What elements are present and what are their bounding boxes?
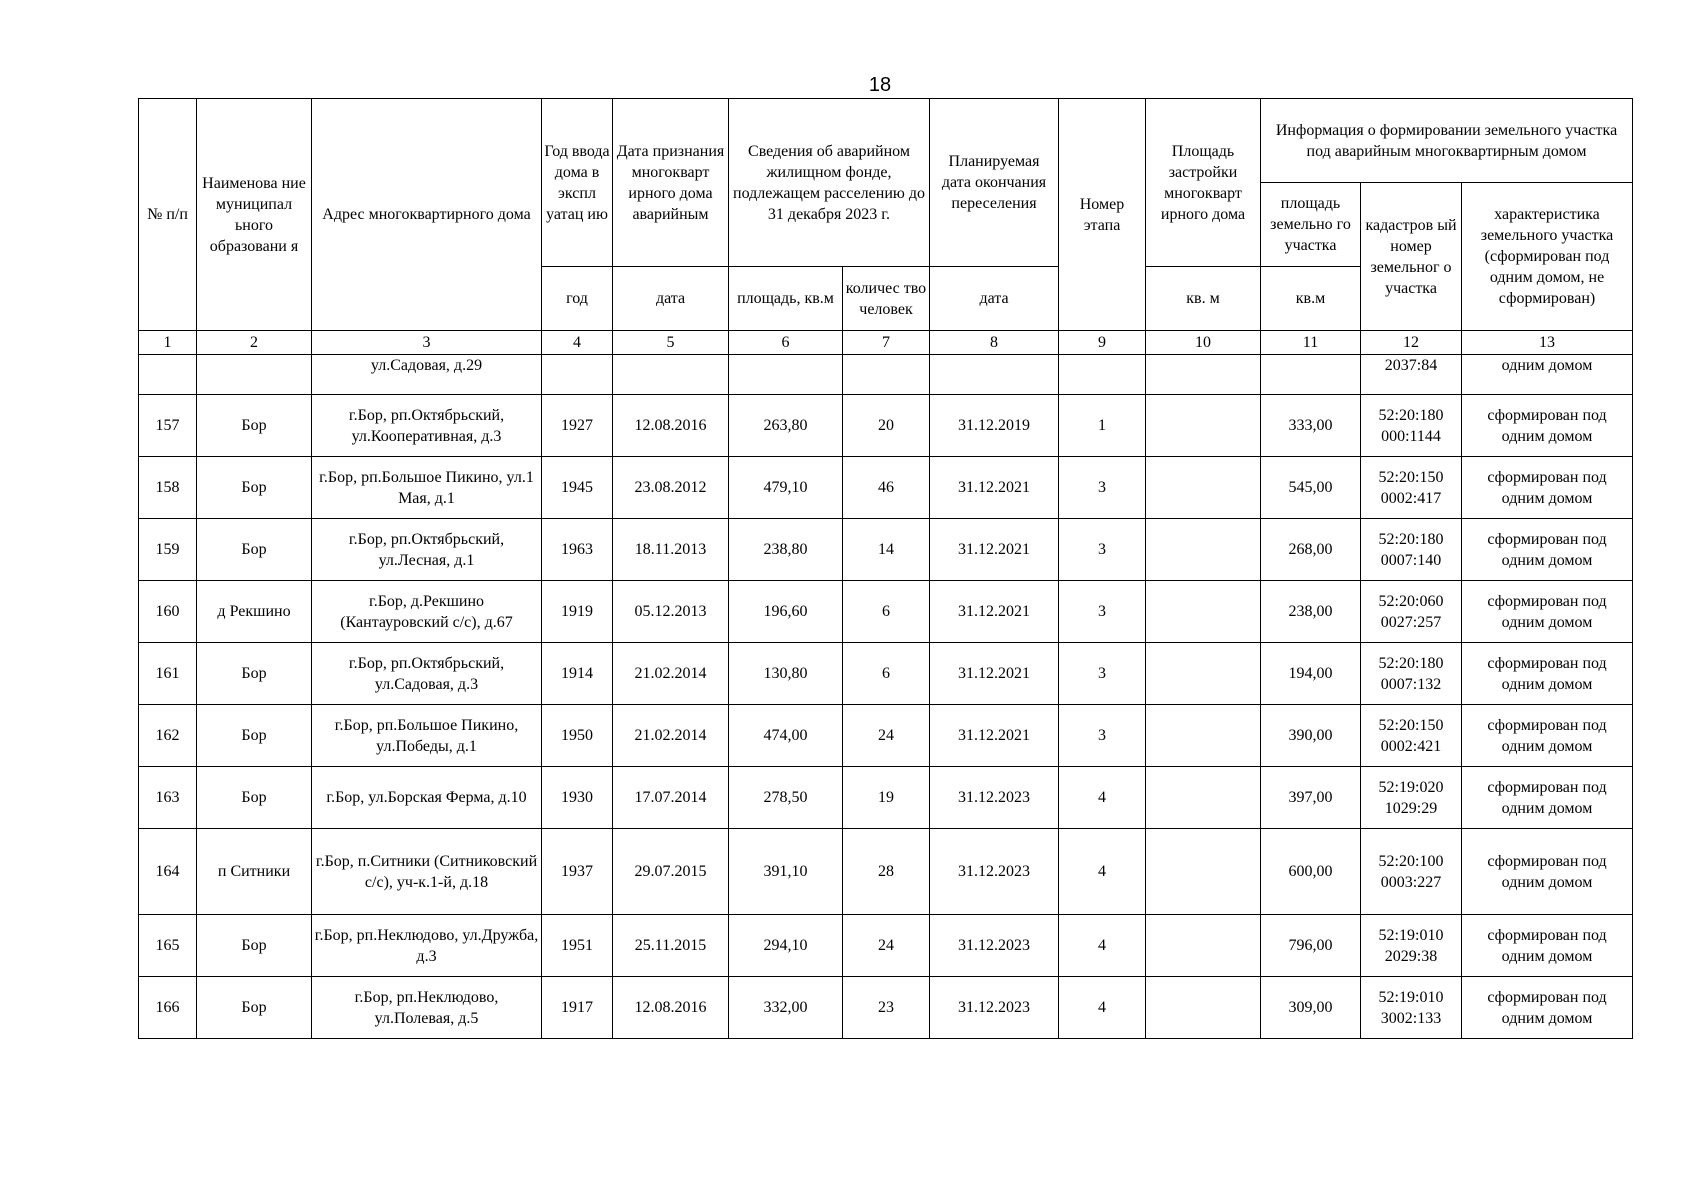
cell-people: 20 — [843, 395, 930, 457]
cell-built-area — [1146, 915, 1261, 977]
cell-area: 263,80 — [729, 395, 843, 457]
cell-land-char: сформирован под одним домом — [1462, 767, 1633, 829]
column-number: 1 — [139, 331, 197, 355]
column-number: 3 — [312, 331, 542, 355]
cell-stage: 3 — [1059, 581, 1146, 643]
cell-cadastral: 52:19:010 3002:133 — [1361, 977, 1462, 1039]
cell-municipality — [197, 355, 312, 395]
cell-year: 1963 — [542, 519, 613, 581]
page-number: 18 — [868, 74, 892, 96]
cell-land-char: сформирован под одним домом — [1462, 519, 1633, 581]
table-header — [139, 99, 1633, 355]
cell-land-area: 397,00 — [1261, 767, 1361, 829]
cell-people — [843, 355, 930, 395]
cell-year: 1937 — [542, 829, 613, 915]
cell-people: 14 — [843, 519, 930, 581]
header-cadastral: кадастров ый номер земельног о участка — [1361, 183, 1462, 331]
cell-stage: 3 — [1059, 705, 1146, 767]
cell-address: г.Бор, рп.Неклюдово, ул.Дружба, д.3 — [312, 915, 542, 977]
cell-built-area — [1146, 829, 1261, 915]
table-row — [139, 915, 1633, 977]
cell-address: ул.Садовая, д.29 — [312, 355, 542, 395]
emergency-housing-table — [138, 98, 1633, 1039]
cell-stage — [1059, 355, 1146, 395]
cell-municipality: д Рекшино — [197, 581, 312, 643]
cell-cadastral: 52:20:100 0003:227 — [1361, 829, 1462, 915]
cell-built-area — [1146, 457, 1261, 519]
cell-num: 162 — [139, 705, 197, 767]
cell-area: 294,10 — [729, 915, 843, 977]
header-built-area: Площадь застройки многокварт ирного дома — [1146, 99, 1261, 267]
cell-stage: 4 — [1059, 829, 1146, 915]
cell-built-area — [1146, 705, 1261, 767]
column-number: 7 — [843, 331, 930, 355]
cell-municipality: Бор — [197, 767, 312, 829]
cell-num: 160 — [139, 581, 197, 643]
table-row — [139, 705, 1633, 767]
header-address: Адрес многоквартирного дома — [312, 99, 542, 331]
cell-area: 332,00 — [729, 977, 843, 1039]
column-numbers-row — [139, 331, 1633, 355]
cell-land-char: сформирован под одним домом — [1462, 829, 1633, 915]
cell-address: г.Бор, ул.Борская Ферма, д.10 — [312, 767, 542, 829]
table-row — [139, 643, 1633, 705]
cell-area: 196,60 — [729, 581, 843, 643]
cell-cadastral: 52:19:020 1029:29 — [1361, 767, 1462, 829]
cell-land-area: 390,00 — [1261, 705, 1361, 767]
cell-date: 17.07.2014 — [613, 767, 729, 829]
cell-year: 1930 — [542, 767, 613, 829]
cell-land-area: 600,00 — [1261, 829, 1361, 915]
cell-date: 21.02.2014 — [613, 643, 729, 705]
header-land-area: площадь земельно го участка — [1261, 183, 1361, 267]
cell-cadastral: 52:20:180 000:1144 — [1361, 395, 1462, 457]
cell-cadastral: 52:19:010 2029:38 — [1361, 915, 1462, 977]
cell-cadastral: 52:20:180 0007:140 — [1361, 519, 1462, 581]
table-row — [139, 581, 1633, 643]
cell-end: 31.12.2019 — [930, 395, 1059, 457]
cell-people: 6 — [843, 581, 930, 643]
header-unit-date2: дата — [930, 267, 1059, 331]
cell-municipality: Бор — [197, 519, 312, 581]
cell-cadastral: 52:20:150 0002:417 — [1361, 457, 1462, 519]
cell-area: 474,00 — [729, 705, 843, 767]
cell-built-area — [1146, 767, 1261, 829]
cell-address: г.Бор, рп.Неклюдово, ул.Полевая, д.5 — [312, 977, 542, 1039]
cell-date: 29.07.2015 — [613, 829, 729, 915]
cell-end: 31.12.2023 — [930, 829, 1059, 915]
cell-land-area: 194,00 — [1261, 643, 1361, 705]
cell-address: г.Бор, п.Ситники (Ситниковский с/с), уч-к.1-й, д.18 — [312, 829, 542, 915]
column-number: 12 — [1361, 331, 1462, 355]
cell-built-area — [1146, 643, 1261, 705]
table-row — [139, 977, 1633, 1039]
header-recognition-date: Дата признания многокварт ирного дома аварийным — [613, 99, 729, 267]
cell-address: г.Бор, рп.Октябрьский, ул.Кооперативная, д.3 — [312, 395, 542, 457]
cell-num: 158 — [139, 457, 197, 519]
cell-year: 1945 — [542, 457, 613, 519]
cell-end: 31.12.2021 — [930, 457, 1059, 519]
cell-land-area: 238,00 — [1261, 581, 1361, 643]
table-row — [139, 395, 1633, 457]
cell-municipality: Бор — [197, 977, 312, 1039]
cell-people: 23 — [843, 977, 930, 1039]
cell-people: 24 — [843, 915, 930, 977]
cell-year: 1950 — [542, 705, 613, 767]
cell-people: 24 — [843, 705, 930, 767]
cell-address: г.Бор, д.Рекшино (Кантауровский с/с), д.67 — [312, 581, 542, 643]
header-year-built: Год ввода дома в экспл уатац ию — [542, 99, 613, 267]
cell-area: 479,10 — [729, 457, 843, 519]
cell-stage: 1 — [1059, 395, 1146, 457]
header-unit-year: год — [542, 267, 613, 331]
cell-people: 28 — [843, 829, 930, 915]
cell-land-area: 268,00 — [1261, 519, 1361, 581]
cell-stage: 3 — [1059, 643, 1146, 705]
cell-cadastral: 52:20:060 0027:257 — [1361, 581, 1462, 643]
cell-built-area — [1146, 581, 1261, 643]
header-emergency-fund: Сведения об аварийном жилищном фонде, подлежащем расселению до 31 декабря 2023 г. — [729, 99, 930, 267]
header-unit-area: площадь, кв.м — [729, 267, 843, 331]
cell-built-area — [1146, 977, 1261, 1039]
column-number: 13 — [1462, 331, 1633, 355]
cell-municipality: Бор — [197, 395, 312, 457]
cell-num: 164 — [139, 829, 197, 915]
cell-end — [930, 355, 1059, 395]
cell-end: 31.12.2023 — [930, 977, 1059, 1039]
cell-land-char: сформирован под одним домом — [1462, 705, 1633, 767]
cell-address: г.Бор, рп.Большое Пикино, ул.Победы, д.1 — [312, 705, 542, 767]
cell-municipality: п Ситники — [197, 829, 312, 915]
cell-land-char: сформирован под одним домом — [1462, 915, 1633, 977]
cell-date: 21.02.2014 — [613, 705, 729, 767]
cell-end: 31.12.2023 — [930, 767, 1059, 829]
header-unit-date: дата — [613, 267, 729, 331]
header-stage: Номер этапа — [1059, 99, 1146, 331]
cell-date: 25.11.2015 — [613, 915, 729, 977]
cell-date: 05.12.2013 — [613, 581, 729, 643]
header-planned-end: Планируемая дата окончания переселения — [930, 99, 1059, 267]
cell-land-char: сформирован под одним домом — [1462, 643, 1633, 705]
cell-area: 238,80 — [729, 519, 843, 581]
cell-area: 130,80 — [729, 643, 843, 705]
cell-end: 31.12.2021 — [930, 581, 1059, 643]
cell-built-area — [1146, 355, 1261, 395]
cell-num: 166 — [139, 977, 197, 1039]
header-land-info: Информация о формировании земельного участка под аварийным многоквартирным домом — [1261, 99, 1633, 183]
cell-num: 163 — [139, 767, 197, 829]
cell-num: 165 — [139, 915, 197, 977]
cell-year: 1951 — [542, 915, 613, 977]
cell-year: 1919 — [542, 581, 613, 643]
cell-end: 31.12.2023 — [930, 915, 1059, 977]
cell-land-char: сформирован под одним домом — [1462, 581, 1633, 643]
column-number: 11 — [1261, 331, 1361, 355]
cell-year: 1914 — [542, 643, 613, 705]
cell-stage: 3 — [1059, 457, 1146, 519]
cell-stage: 3 — [1059, 519, 1146, 581]
cell-address: г.Бор, рп.Большое Пикино, ул.1 Мая, д.1 — [312, 457, 542, 519]
cell-stage: 4 — [1059, 767, 1146, 829]
cell-land-char: сформирован под одним домом — [1462, 977, 1633, 1039]
table-row-continuation — [139, 355, 1633, 395]
table-row — [139, 457, 1633, 519]
column-number: 8 — [930, 331, 1059, 355]
cell-municipality: Бор — [197, 643, 312, 705]
cell-municipality: Бор — [197, 915, 312, 977]
table-row — [139, 519, 1633, 581]
cell-stage: 4 — [1059, 915, 1146, 977]
table-body — [139, 355, 1633, 1039]
cell-land-area: 796,00 — [1261, 915, 1361, 977]
cell-year — [542, 355, 613, 395]
column-number: 5 — [613, 331, 729, 355]
cell-land-area: 309,00 — [1261, 977, 1361, 1039]
cell-land-char: сформирован под одним домом — [1462, 395, 1633, 457]
cell-built-area — [1146, 519, 1261, 581]
cell-date: 12.08.2016 — [613, 977, 729, 1039]
cell-built-area — [1146, 395, 1261, 457]
cell-municipality: Бор — [197, 705, 312, 767]
table-row — [139, 829, 1633, 915]
cell-num: 161 — [139, 643, 197, 705]
cell-date: 18.11.2013 — [613, 519, 729, 581]
cell-year: 1927 — [542, 395, 613, 457]
cell-cadastral: 52:20:180 0007:132 — [1361, 643, 1462, 705]
header-unit-sqm2: кв.м — [1261, 267, 1361, 331]
column-number: 6 — [729, 331, 843, 355]
column-number: 9 — [1059, 331, 1146, 355]
cell-num: 157 — [139, 395, 197, 457]
column-number: 2 — [197, 331, 312, 355]
cell-cadastral: 52:20:150 0002:421 — [1361, 705, 1462, 767]
cell-end: 31.12.2021 — [930, 705, 1059, 767]
header-unit-people: количес тво человек — [843, 267, 930, 331]
cell-land-char: сформирован под одним домом — [1462, 457, 1633, 519]
header-land-char: характеристика земельного участка (сформирован под одним домом, не сформирован) — [1462, 183, 1633, 331]
cell-address: г.Бор, рп.Октябрьский, ул.Лесная, д.1 — [312, 519, 542, 581]
cell-land-area — [1261, 355, 1361, 395]
cell-year: 1917 — [542, 977, 613, 1039]
cell-area — [729, 355, 843, 395]
header-unit-sqm: кв. м — [1146, 267, 1261, 331]
cell-people: 46 — [843, 457, 930, 519]
column-number: 10 — [1146, 331, 1261, 355]
cell-land-area: 545,00 — [1261, 457, 1361, 519]
header-municipality: Наименова ние муниципал ьного образовани я — [197, 99, 312, 331]
cell-end: 31.12.2021 — [930, 643, 1059, 705]
cell-address: г.Бор, рп.Октябрьский, ул.Садовая, д.3 — [312, 643, 542, 705]
cell-people: 6 — [843, 643, 930, 705]
header-num: № п/п — [139, 99, 197, 331]
cell-date: 23.08.2012 — [613, 457, 729, 519]
cell-land-char: одним домом — [1462, 355, 1633, 395]
cell-num: 159 — [139, 519, 197, 581]
cell-stage: 4 — [1059, 977, 1146, 1039]
cell-date — [613, 355, 729, 395]
cell-num — [139, 355, 197, 395]
cell-cadastral: 2037:84 — [1361, 355, 1462, 395]
cell-area: 391,10 — [729, 829, 843, 915]
cell-end: 31.12.2021 — [930, 519, 1059, 581]
cell-land-area: 333,00 — [1261, 395, 1361, 457]
cell-municipality: Бор — [197, 457, 312, 519]
column-number: 4 — [542, 331, 613, 355]
cell-people: 19 — [843, 767, 930, 829]
cell-area: 278,50 — [729, 767, 843, 829]
cell-date: 12.08.2016 — [613, 395, 729, 457]
table-row — [139, 767, 1633, 829]
